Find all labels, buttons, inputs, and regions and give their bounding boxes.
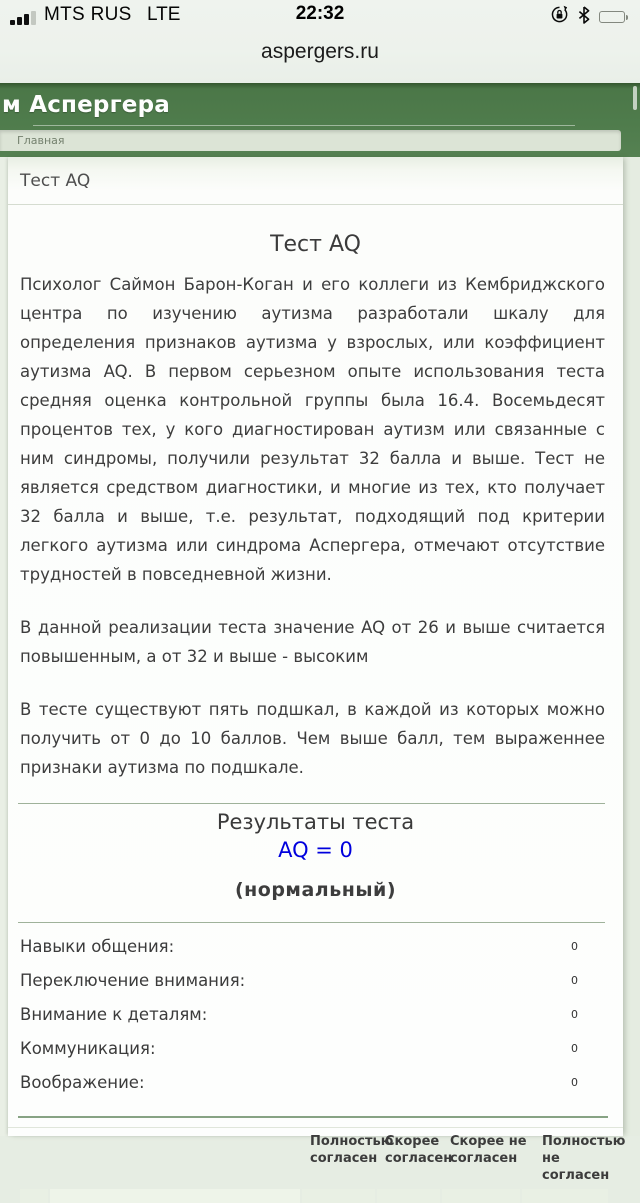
url-text[interactable]: aspergers.ru (261, 40, 379, 63)
aq-score-value: AQ = 0 (278, 838, 353, 862)
threshold-paragraph: В данной реализации теста значение AQ от 26 и выше считается повышенным, а от 32 и выше - высоким (20, 618, 605, 666)
browser-chrome (0, 0, 640, 83)
title-underline (33, 125, 575, 126)
subscale-row (8, 1065, 623, 1099)
answer-option-header: Полностью не согласен (542, 1134, 626, 1183)
subscale-label: Навыки общения: (20, 936, 175, 956)
statement-column-spacer (8, 1133, 300, 1184)
subscale-row (8, 997, 623, 1031)
subscale-label: Коммуникация: (20, 1038, 156, 1058)
divider-green (18, 1116, 608, 1118)
answer-cell[interactable] (522, 1189, 608, 1203)
results-block (8, 810, 623, 901)
content-column (8, 157, 626, 1183)
answer-cell[interactable] (377, 1189, 440, 1203)
divider (18, 922, 605, 923)
subscale-row (8, 1031, 623, 1065)
answer-cell[interactable] (442, 1189, 520, 1203)
results-heading: Результаты теста (216, 810, 415, 834)
question-text-cell (50, 1189, 300, 1203)
answer-option-header: Скорее не согласен (450, 1134, 527, 1166)
subscales-paragraph: В тесте существуют пять подшкал, в каждой из которых можно получить от 0 до 10 баллов. Чем выше балл, тем выраженнее признаки аутизма по подшкале. (20, 700, 605, 777)
aq-score-category: (нормальный) (234, 879, 397, 901)
nav-item-test-aq[interactable]: Тест AQ (20, 170, 91, 191)
battery-icon (599, 11, 628, 23)
breadcrumb (0, 130, 621, 151)
intro-paragraph: Психолог Саймон Барон-Коган и его коллеги из Кембриджского центра по изучению аутизма разработали шкалу для определения признаков аутизма у взрослых, или коэффициент аутизма AQ. В первом серьезном опыте использования теста средняя оценка контрольной группы была 16.4. Восемьдесят процентов тех, у кого диагностирован аутизм или связанные с ним синдромы, получили результат 32 балла и выше. Тест не является средством диагностики, и многие из тех, кто получает 32 балла и выше, т.е. результат, подходящий под критерии легкого аутизма или синдрома Аспергера, отмечают отсутствие трудностей в повседневной жизни. (20, 275, 605, 584)
orientation-lock-icon (550, 5, 569, 29)
site-title: м Аспергера (2, 92, 170, 118)
subscale-list (8, 929, 623, 1099)
network-type-label: LTE (147, 4, 181, 25)
site-header (0, 83, 640, 157)
clock: 22:32 (295, 3, 345, 24)
answer-option-header: Скорее согласен (385, 1134, 453, 1166)
nav-row (8, 157, 623, 205)
bluetooth-icon (578, 6, 590, 29)
subscale-value: 0 (571, 973, 578, 987)
page-background-right (623, 157, 640, 1136)
question-number-cell (20, 1189, 48, 1203)
page-title: Тест AQ (270, 232, 361, 257)
answer-option-header: Полностью согласен (310, 1134, 394, 1166)
url-bar[interactable] (0, 32, 640, 76)
answer-options-header (8, 1127, 626, 1184)
answer-cell[interactable] (302, 1189, 375, 1203)
question-row (8, 1189, 623, 1203)
subscale-value: 0 (571, 1075, 578, 1089)
article (8, 232, 626, 1203)
status-bar (0, 0, 640, 32)
subscale-value: 0 (571, 1007, 578, 1021)
page-background-left (0, 157, 8, 1136)
carrier-label: MTS RUS (44, 4, 132, 25)
subscale-label: Переключение внимания: (20, 970, 246, 990)
divider (18, 803, 605, 804)
subscale-label: Воображение: (20, 1072, 145, 1092)
subscale-value: 0 (571, 939, 578, 953)
subscale-row (8, 929, 623, 963)
breadcrumb-home-link[interactable]: Главная (17, 134, 65, 147)
scrollbar[interactable] (633, 86, 637, 110)
subscale-label: Внимание к деталям: (20, 1004, 208, 1024)
subscale-row (8, 963, 623, 997)
subscale-value: 0 (571, 1041, 578, 1055)
